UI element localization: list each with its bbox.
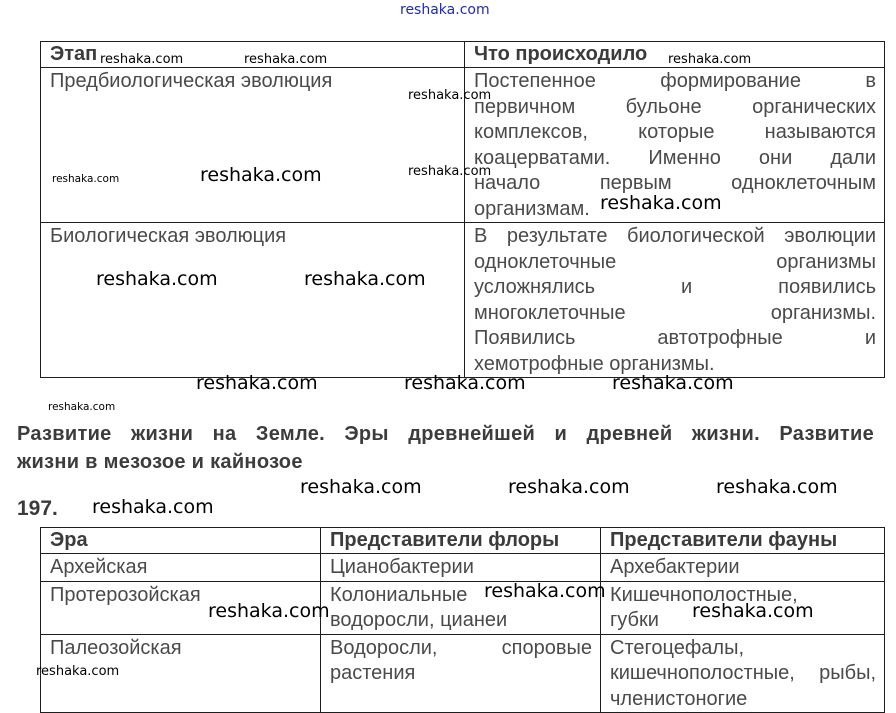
watermark: reshaka.com — [300, 476, 422, 498]
watermark: reshaka.com — [196, 372, 318, 394]
fauna-line: кишечнополостные, рыбы, — [610, 662, 876, 684]
description-line: Постепенное формирование в — [474, 70, 876, 92]
description-line: первичном бульоне органических — [474, 95, 876, 118]
flora-cell — [321, 634, 601, 713]
era-cell: Протерозойская — [41, 581, 321, 634]
fauna-line: членистоногие — [610, 687, 748, 710]
fauna-line: Стегоцефалы, — [610, 636, 745, 659]
watermark: reshaka.com — [96, 268, 218, 290]
flora-line: водоросли, цианеи — [330, 609, 508, 631]
description-line: усложнялись и появились — [474, 276, 876, 298]
watermark: reshaka.com — [404, 372, 526, 394]
eras-table-header — [41, 528, 885, 554]
watermark: reshaka.com — [48, 401, 116, 413]
description-line: комплексов, которые называются — [474, 121, 876, 143]
description-line: В результате биологической эволюции — [474, 225, 876, 247]
watermark-top[interactable]: reshaka.com — [400, 2, 490, 18]
watermark: reshaka.com — [52, 173, 120, 185]
watermark: reshaka.com — [612, 372, 734, 394]
watermark: reshaka.com — [508, 476, 630, 498]
flora-line: Цианобактерии — [330, 556, 474, 578]
flora-line: Водоросли, споровые — [330, 636, 592, 659]
watermark: reshaka.com — [92, 496, 214, 518]
watermark: reshaka.com — [484, 580, 606, 602]
header-what-happened: Что происходило — [465, 42, 885, 68]
table-row — [41, 554, 885, 582]
description-line: начало первым одноклеточным — [474, 172, 876, 194]
watermark: reshaka.com — [716, 476, 838, 498]
watermark: reshaka.com — [600, 192, 722, 214]
table-row — [41, 223, 885, 378]
era-cell: Палеозойская — [41, 634, 321, 713]
watermark: reshaka.com — [100, 52, 184, 67]
watermark: reshaka.com — [304, 268, 426, 290]
description-line: одноклеточные организмы — [474, 250, 876, 273]
description-line: многоклеточные организмы. — [474, 301, 876, 324]
description-line: хемотрофные организмы. — [474, 352, 715, 375]
header-era: Эра — [41, 528, 321, 554]
flora-line: растения — [330, 662, 416, 684]
era-cell: Архейская — [41, 554, 321, 582]
flora-line: Колониальные — [330, 583, 468, 606]
description-cell — [465, 223, 885, 378]
watermark: reshaka.com — [408, 164, 492, 179]
flora-cell — [321, 554, 601, 582]
header-stage: Этап — [41, 42, 465, 68]
description-line: коацерватами. Именно они дали — [474, 146, 876, 169]
fauna-line: губки — [610, 609, 659, 631]
fauna-cell — [601, 554, 885, 582]
stage-cell: Биологическая эволюция — [41, 223, 465, 378]
description-line: организмам. — [474, 197, 590, 220]
section-heading — [17, 420, 874, 476]
watermark: reshaka.com — [244, 52, 328, 67]
heading-line: жизни в мезозое и кайнозое — [17, 451, 303, 473]
fauna-line: Архебактерии — [610, 556, 740, 578]
heading-line: Развитие жизни на Земле. Эры древнейшей и древней жизни. Развитие — [17, 423, 874, 445]
watermark: reshaka.com — [692, 600, 814, 622]
table-row — [41, 634, 885, 713]
stage-cell: Предбиологическая эволюция — [41, 68, 465, 223]
description-line: Появились автотрофные и — [474, 327, 876, 349]
watermark: reshaka.com — [668, 52, 752, 67]
watermark: reshaka.com — [36, 664, 120, 679]
watermark: reshaka.com — [408, 88, 492, 103]
task-number: 197. — [17, 497, 58, 520]
header-flora: Представители флоры — [321, 528, 601, 554]
header-fauna: Представители фауны — [601, 528, 885, 554]
fauna-cell — [601, 634, 885, 713]
fauna-line: Кишечнополостные, — [610, 583, 798, 606]
watermark: reshaka.com — [200, 164, 322, 186]
watermark: reshaka.com — [208, 600, 330, 622]
